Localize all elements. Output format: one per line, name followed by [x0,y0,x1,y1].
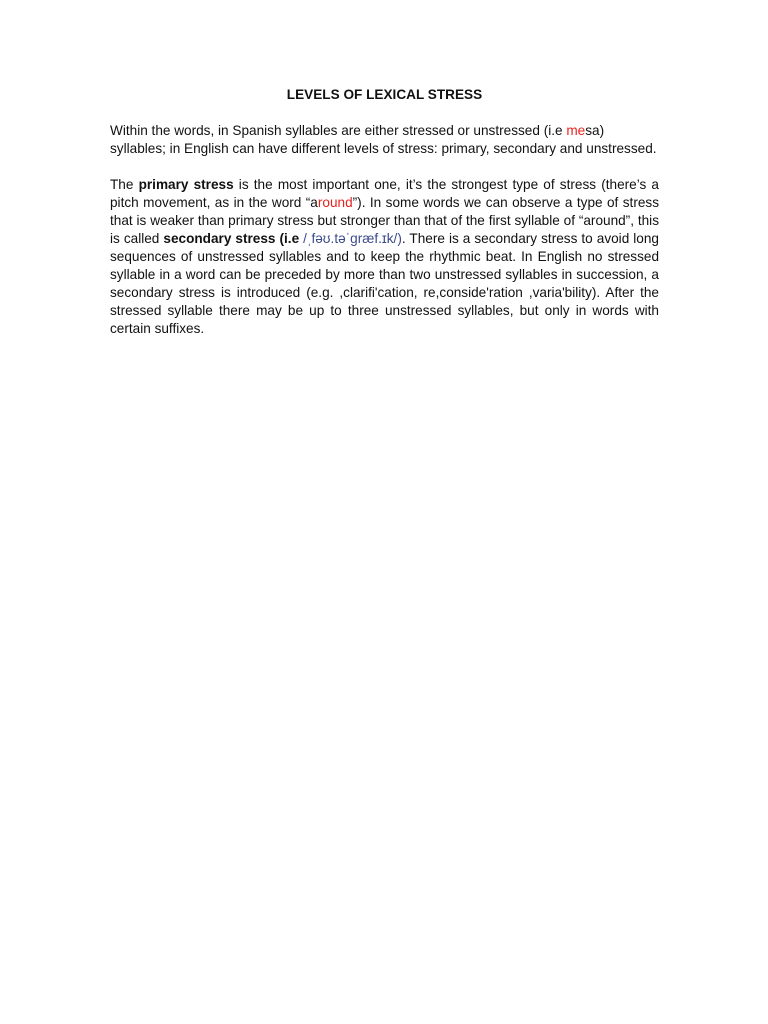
primary-text-2: is the most important one, it’s the strongest type of stress (there’s a pitch movement, as in the word “a [110,177,659,210]
intro-text-1: Within the words, in Spanish syllables are either stressed or unstressed (i.e [110,123,567,138]
paragraph-primary-stress [110,176,659,338]
term-secondary-stress: secondary stress (i.e [163,231,300,246]
ipa-transcription: /ˌfəʊ.təˈɡræf.ɪk/) [303,231,402,246]
term-primary-stress: primary stress [138,177,234,192]
primary-text-1: The [110,177,139,192]
document-title: LEVELS OF LEXICAL STRESS [286,87,483,102]
primary-text-3: ”). In some words we can observe a type of stress that is weaker than primary stress but stronger than that of the first syllable of “around”, this is called [110,195,659,246]
intro-text-2: sa) syllables; in English can have different levels of stress: primary, secondary and unstressed. [110,123,657,156]
document-page [110,86,659,356]
highlight-round: round [317,195,353,210]
primary-text-5: . There is a secondary stress to avoid long sequences of unstressed syllables and to keep the rhythmic beat. In English no stressed syllable in a word can be preceded by more than two unstressed syllables in succession, a secondary stress is introduced (e.g. ,clarifi'cation, re,conside'ration ,varia'bility). After the stressed syllable there may be up to three unstressed syllables, but only in words with certain suffixes. [110,231,659,336]
highlight-me: me [566,123,586,138]
paragraph-intro [110,122,659,158]
